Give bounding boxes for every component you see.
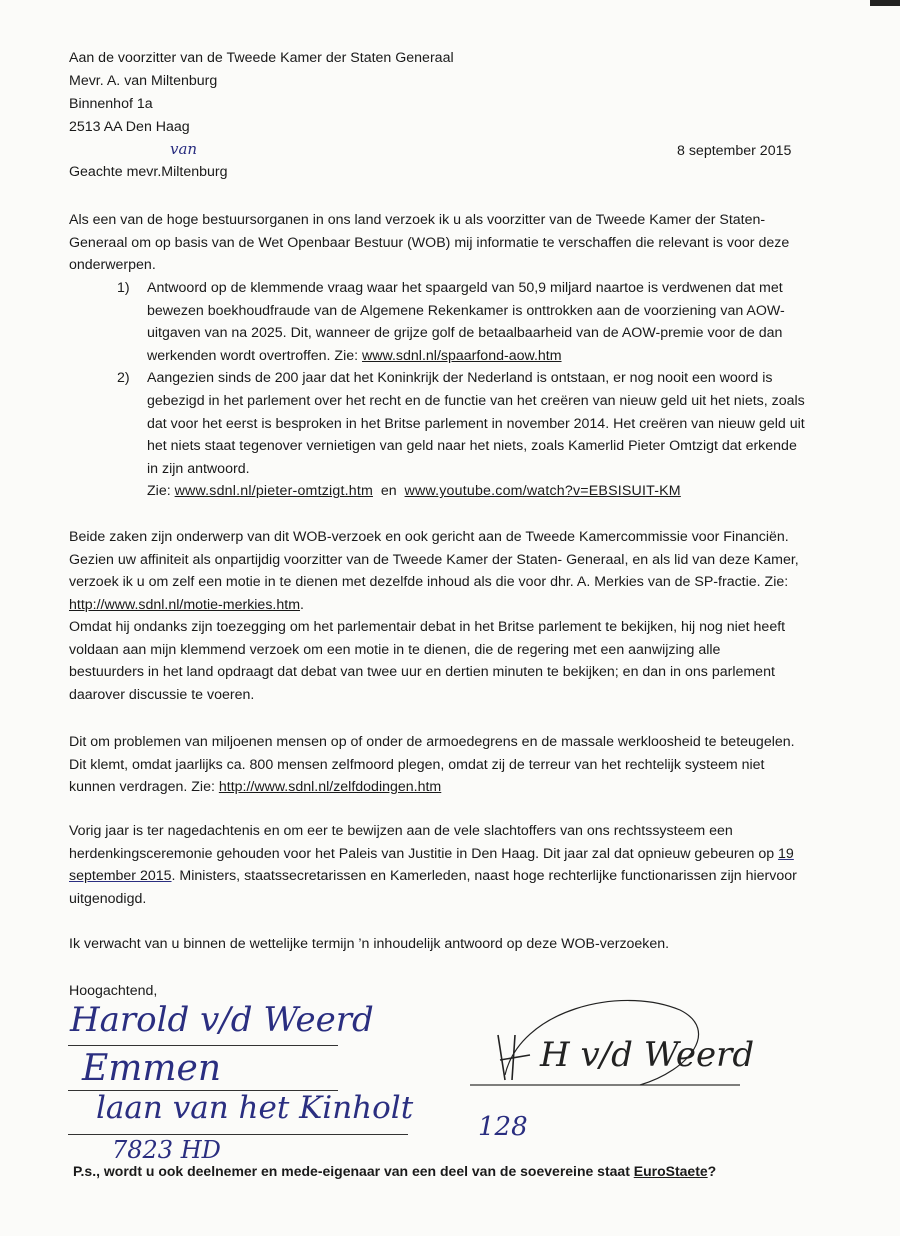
para4-text: Dit om problemen van miljoenen mensen op of onder de armoedegrens en de massale werkloosheid te beteugelen. Dit klemt, omdat jaarlijks ca. 800 mensen zelfmoord plegen, omdat zij de terreur van het rechtelijk systeem niet kunnen verdragen. Zie: xyxy=(69,734,795,795)
handwritten-street: laan van het Kinholt xyxy=(96,1090,414,1126)
postscript xyxy=(73,1163,716,1179)
link-zelfdodingen[interactable]: http://www.sdnl.nl/zelfdodingen.htm xyxy=(218,779,442,795)
scan-edge xyxy=(870,0,900,6)
list-item xyxy=(117,277,807,367)
signature-line xyxy=(68,1134,408,1135)
handwritten-number: 128 xyxy=(478,1112,528,1142)
ceremony-date: 19 september 2015 xyxy=(69,845,794,884)
ps-tail: ? xyxy=(707,1163,717,1179)
list-item-number: 1) xyxy=(117,280,130,296)
paragraph-verwachting xyxy=(69,933,799,956)
list-item xyxy=(117,367,807,503)
paragraph-merkies xyxy=(69,526,799,706)
link-eurostaete[interactable]: EuroStaete xyxy=(633,1163,708,1179)
ps-text: P.s., wordt u ook deelnemer en mede-eigenaar van een deel van de soevereine staat xyxy=(73,1163,634,1179)
paragraph-herdenking xyxy=(69,820,799,910)
link-spaarfond-aow[interactable]: www.sdnl.nl/spaarfond-aow.htm xyxy=(362,347,562,364)
intro-paragraph xyxy=(69,209,799,277)
intro-text: Als een van de hoge bestuursorganen in ons land verzoek ik u als voorzitter van de Tweede Kamer der Staten-Generaal om op basis van de Wet Openbaar Bestuur (WOB) mij informatie te verschaffen die relevant is voor deze onderwerpen. xyxy=(69,212,790,273)
link-pieter-omtzigt[interactable]: www.sdnl.nl/pieter-omtzigt.htm xyxy=(174,483,373,500)
handwritten-city: Emmen xyxy=(82,1048,222,1089)
link-youtube[interactable]: www.youtube.com/watch?v=EBSISUIT-KM xyxy=(404,483,681,500)
para5-after: . Ministers, staatssecretarissen en Kamerleden, naast hoge rechterlijke functionarissen zijn hiervoor uitgenodigd. xyxy=(69,868,797,907)
para6-text: Ik verwacht van u binnen de wettelijke termijn ’n inhoudelijk antwoord op deze WOB-verzoeken. xyxy=(69,936,670,952)
closing: Hoogachtend, xyxy=(69,983,158,999)
handwritten-name: Harold v/d Weerd xyxy=(70,1000,374,1040)
para5-before: Vorig jaar is ter nagedachtenis en om eer te bewijzen aan de vele slachtoffers van ons rechtssysteem een herdenkingsceremonie gehouden voor het Paleis van Justitie in Den Haag. Dit jaar zal dat opnieuw gebeuren op xyxy=(69,823,779,862)
list-item-text: Antwoord op de klemmende vraag waar het spaargeld van 50,9 miljard naartoe is verdwenen dat met bewezen boekhoudfraude van de Algemene Rekenkamer is onttrokken aan de voorziening van AOW-uitgaven van na 2025. Dit, wanneer de grijze golf de betaalbaarheid van de AOW-premie voor de dan werkenden wordt overtroffen. Zie: xyxy=(147,280,785,364)
link-motie-merkies[interactable]: http://www.sdnl.nl/motie-merkies.htm xyxy=(69,596,301,613)
para2-text: Beide zaken zijn onderwerp van dit WOB-verzoek en ook gericht aan de Tweede Kamercommissie voor Financiën. Gezien uw affiniteit als onpartijdig voorzitter van de Tweede Kamer der Staten- Generaal, en als lid van deze Kamer, verzoek ik u om zelf een motie in te dienen met dezelfde inhoud als die voor dhr. A. Merkies van de SP-fractie. Zie: xyxy=(69,529,799,590)
signature-text: H v/d Weerd xyxy=(540,1035,755,1075)
handwritten-postcode: 7823 HD xyxy=(112,1136,221,1164)
address-line-3: Binnenhof 1a xyxy=(69,96,153,112)
letter-date: 8 september 2015 xyxy=(677,143,792,159)
handwritten-insert-van: van xyxy=(170,140,198,158)
para2-tail: . xyxy=(300,596,304,613)
salutation-before: Geachte mevr. xyxy=(69,164,162,180)
list-item-text: Aangezien sinds de 200 jaar dat het Koninkrijk der Nederland is ontstaan, er nog nooit een woord is gebezigd in het parlement over het recht en de functie van het creëren van nieuw geld uit het niets, zoals dat voor het eerst is besproken in het Britse parlement in november 2014. Het creëren van nieuw geld uit het niets staat tegenover vernietigen van geld naar het niets, zoals Kamerlid Pieter Omtzigt dat erkende in zijn antwoord. xyxy=(147,370,805,477)
address-line-2: Mevr. A. van Miltenburg xyxy=(69,73,218,89)
signature-line xyxy=(68,1045,338,1046)
link-separator: en xyxy=(372,483,405,500)
address-line-1: Aan de voorzitter van de Tweede Kamer der Staten Generaal xyxy=(69,50,454,66)
list-item-number: 2) xyxy=(117,370,130,387)
paragraph-armoede xyxy=(69,731,799,799)
zie-label: Zie: xyxy=(147,483,175,500)
request-list xyxy=(117,277,807,503)
salutation xyxy=(69,164,228,180)
para3-text: Omdat hij ondanks zijn toezegging om het parlementair debat in het Britse parlement te bekijken, hij nog niet heeft voldaan aan mijn klemmend verzoek om een motie in te dienen, die de regering met een aanwijzing alle bestuurders in het land opdraagt dat debat van twee uur en dertien minuten te bekijken; en dan in ons parlement daarover discussie te voeren. xyxy=(69,619,786,703)
address-line-4: 2513 AA Den Haag xyxy=(69,119,190,135)
salutation-after: Miltenburg xyxy=(161,164,228,180)
